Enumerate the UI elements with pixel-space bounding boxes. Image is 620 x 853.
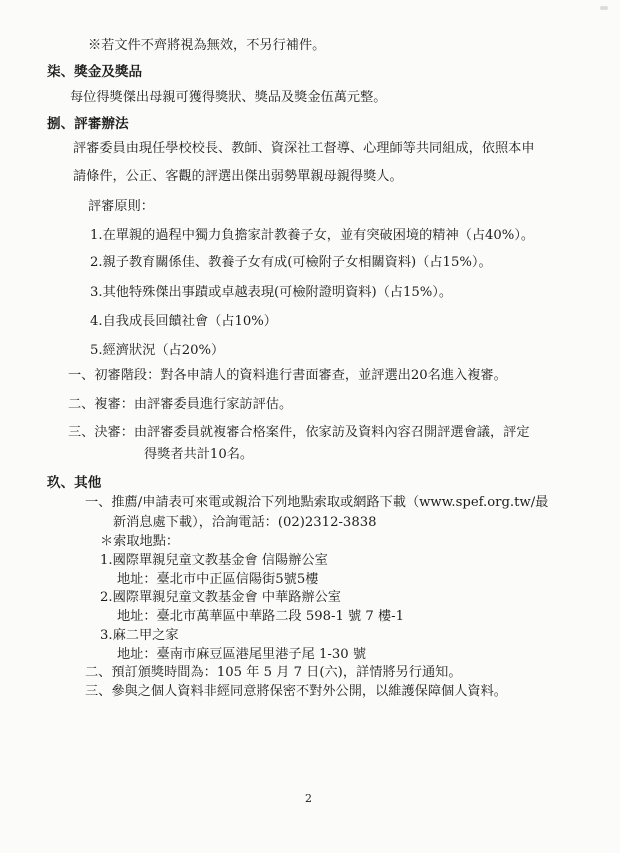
section9-heading: 玖、其他 bbox=[47, 475, 102, 491]
section7-text: 每位得獎傑出母親可獲得獎狀、獎品及獎金伍萬元整。 bbox=[70, 90, 387, 105]
note-line: ※若文件不齊將視為無效，不另行補件。 bbox=[88, 38, 326, 53]
stage3-line2: 得獎者共計10名。 bbox=[144, 447, 254, 462]
principle-item: 2.親子教育關係佳、教養子女有成(可檢附子女相關資料)（占15%）。 bbox=[90, 255, 492, 270]
location2-address: 地址：臺北市萬華區中華路二段 598-1 號 7 樓-1 bbox=[117, 609, 405, 624]
item1-line2: 新消息處下載），洽詢電話：(02)2312-3838 bbox=[113, 515, 377, 530]
stage3-line1: 三、決審：由評審委員就複審合格案件，依家訪及資料內容召開評選會議，評定 bbox=[68, 425, 530, 440]
principle-item: 5.經濟狀況（占20%） bbox=[90, 343, 225, 358]
item1-line1: 一、推薦/申請表可來電或親洽下列地點索取或網路下載（www.spef.org.tw/最 bbox=[85, 495, 549, 510]
principle-item: 1.在單親的過程中獨力負擔家計教養子女，並有突破困境的精神（占40%）。 bbox=[90, 228, 535, 243]
scan-mark bbox=[600, 6, 608, 10]
locations-title: ＊索取地點： bbox=[100, 534, 180, 549]
item3-line: 三、參與之個人資料非經同意將保密不對外公開，以維護保障個人資料。 bbox=[85, 684, 507, 699]
section8-intro-line1: 評審委員由現任學校校長、教師、資深社工督導、心理師等共同組成，依照本申 bbox=[73, 141, 535, 156]
page-number: 2 bbox=[305, 792, 312, 805]
item2-line: 二、預訂頒獎時間為：105 年 5 月 7 日(六)，詳情將另行通知。 bbox=[85, 665, 462, 680]
principle-item: 3.其他特殊傑出事蹟或卓越表現(可檢附證明資料)（占15%）。 bbox=[90, 285, 453, 300]
principle-item: 4.自我成長回饋社會（占10%） bbox=[90, 314, 277, 329]
principles-title: 評審原則： bbox=[88, 199, 154, 214]
section7-heading: 柒、獎金及獎品 bbox=[47, 64, 143, 80]
location1-address: 地址：臺北市中正區信陽街5號5樓 bbox=[117, 572, 319, 587]
stage2-line: 二、複審：由評審委員進行家訪評估。 bbox=[68, 397, 293, 412]
location3-name: 3.麻二甲之家 bbox=[100, 628, 179, 643]
section8-heading: 捌、評審辦法 bbox=[47, 116, 129, 132]
location1-name: 1.國際單親兒童文教基金會 信陽辦公室 bbox=[100, 553, 328, 568]
location3-address: 地址：臺南市麻豆區港尾里港子尾 1-30 號 bbox=[117, 647, 367, 662]
section8-intro-line2: 請條件，公正、客觀的評選出傑出弱勢單親母親得獎人。 bbox=[73, 169, 403, 184]
stage1-line: 一、初審階段：對各申請人的資料進行書面審查，並評選出20名進入複審。 bbox=[68, 368, 507, 383]
location2-name: 2.國際單親兒童文教基金會 中華路辦公室 bbox=[100, 590, 341, 605]
